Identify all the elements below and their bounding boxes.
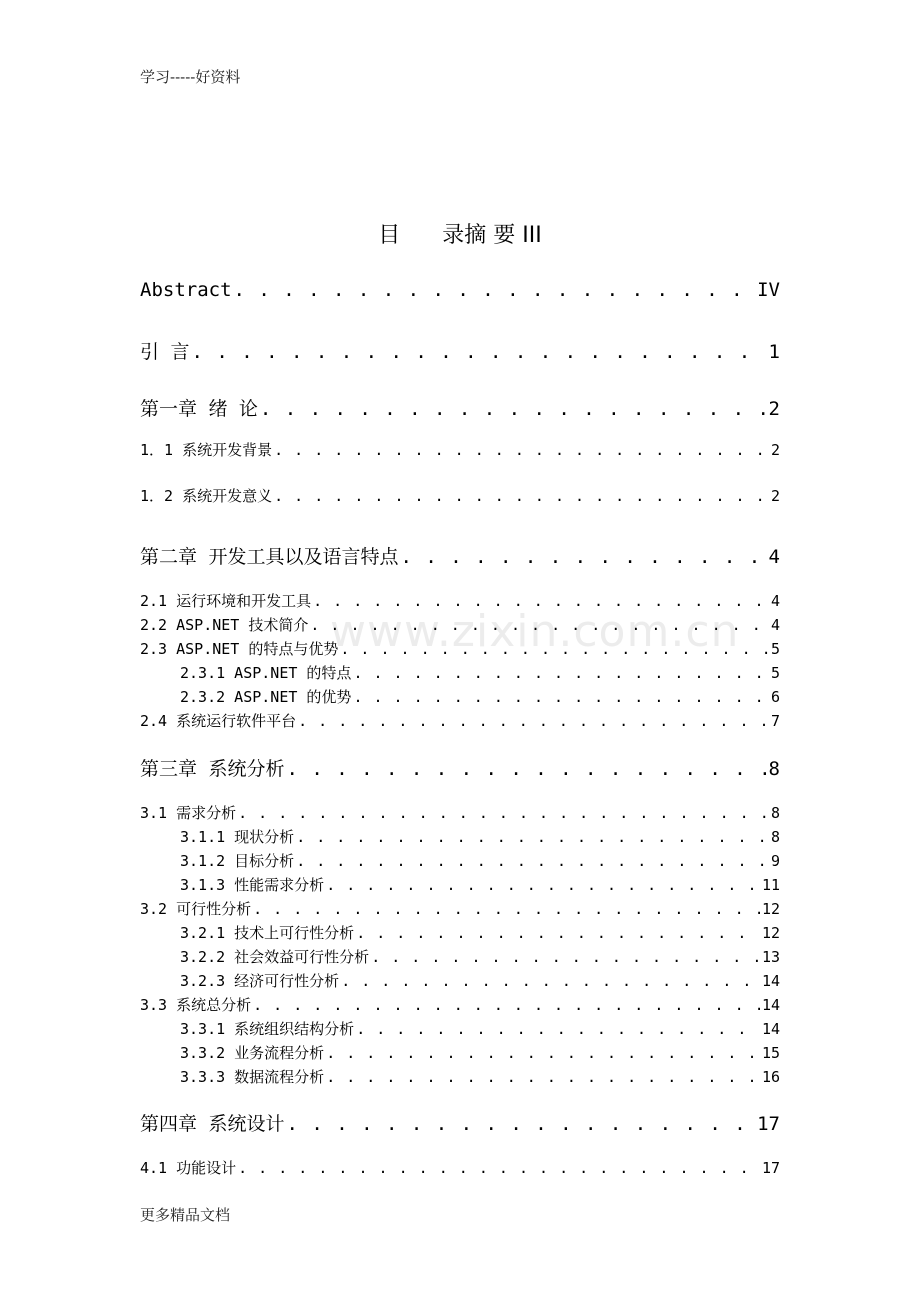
toc-entry[interactable] [180,1066,780,1087]
toc-entry[interactable] [140,590,780,611]
toc-entry[interactable] [140,994,780,1015]
toc-entry-label: 第二章 开发工具以及语言特点 [140,546,399,568]
toc-entry[interactable] [140,485,780,506]
toc-entry-page: 1 [768,341,780,363]
toc-entry-label: Abstract [140,279,232,301]
toc-leader-dots [371,948,760,966]
toc-entry-label: 3.2.2 社会效益可行性分析 [180,948,370,966]
toc-entry[interactable] [180,686,780,707]
toc-entry-page: IV [757,279,780,301]
toc-entry-page: 9 [770,852,780,870]
toc-entry-page: 12 [761,924,780,942]
toc-entry-label: 3.2.1 技术上可行性分析 [180,924,355,942]
toc-leader-dots [260,398,767,420]
toc-entry-page: 14 [761,972,780,990]
toc-entry[interactable] [140,394,780,421]
toc-entry[interactable] [180,970,780,991]
toc-entry-page: 8 [768,758,780,780]
toc-entry[interactable] [180,662,780,683]
toc-leader-dots [310,616,769,634]
toc-entry-page: 15 [761,1044,780,1062]
toc-leader-dots [253,900,760,918]
toc-entry[interactable] [140,638,780,659]
toc-entry[interactable] [140,279,780,301]
toc-entry[interactable] [140,337,780,364]
toc-entry-page: 2 [768,398,780,420]
toc-entry-label: 2.3.2 ASP.NET 的优势 [180,688,352,706]
toc-entry-page: 8 [770,804,780,822]
toc-entry-label: 3.3 系统总分析 [140,996,252,1014]
page-footer: 更多精品文档 [140,1206,231,1224]
toc-entry-page: 7 [770,712,780,730]
toc-entry-label: 引 言 [140,341,190,363]
toc-leader-dots [286,1113,755,1135]
toc-entry[interactable] [180,850,780,871]
toc-entry-page: 13 [761,948,780,966]
toc-entry-label: 3.1.2 目标分析 [180,852,295,870]
toc-leader-dots [286,758,766,780]
toc-entry[interactable] [140,1157,780,1178]
toc-entry[interactable] [180,1018,780,1039]
toc-leader-dots [353,688,769,706]
toc-entry-page: 4 [768,546,780,568]
toc-entry[interactable] [140,439,780,460]
toc-leader-dots [274,487,769,505]
watermark: www.zixin.com.cn [330,606,740,657]
toc-entry[interactable] [140,802,780,823]
toc-entry[interactable] [180,922,780,943]
toc-leader-dots [238,1159,760,1177]
toc-entry-label: 2.4 系统运行软件平台 [140,712,297,730]
toc-entry-label: 1．1 系统开发背景 [140,441,273,459]
toc-leader-dots [356,1020,760,1038]
toc-entry-page: 6 [770,688,780,706]
toc-entry[interactable] [140,542,780,569]
toc-leader-dots [400,546,766,568]
toc-entry-label: 第四章 系统设计 [140,1113,285,1135]
toc-entry[interactable] [180,874,780,895]
toc-entry-page: 4 [770,616,780,634]
toc-leader-dots [298,712,769,730]
toc-entry-label: 2.2 ASP.NET 技术简介 [140,616,309,634]
toc-entry-label: 3.1 需求分析 [140,804,237,822]
toc-leader-dots [296,852,769,870]
toc-leader-dots [274,441,769,459]
toc-leader-dots [234,279,756,301]
toc-entry[interactable] [180,826,780,847]
toc-leader-dots [326,1068,760,1086]
toc-entry[interactable] [140,710,780,731]
page-header: 学习-----好资料 [140,68,241,86]
toc-entry[interactable] [180,946,780,967]
toc-entry-label: 1．2 系统开发意义 [140,487,273,505]
toc-entry-label: 3.1.1 现状分析 [180,828,295,846]
toc-entry-page: 2 [770,441,780,459]
toc-entry-page: 5 [770,640,780,658]
toc-entry[interactable] [180,1042,780,1063]
toc-entry-label: 2.3.1 ASP.NET 的特点 [180,664,352,682]
toc-entry-page: 16 [761,1068,780,1086]
toc-entry-label: 3.3.3 数据流程分析 [180,1068,325,1086]
toc-entry-page: 2 [770,487,780,505]
toc-leader-dots [326,876,760,894]
toc-entry-label: 3.3.1 系统组织结构分析 [180,1020,355,1038]
toc-entry-page: 12 [761,900,780,918]
toc-entry-label: 第三章 系统分析 [140,758,285,780]
toc-entry[interactable] [140,898,780,919]
toc-leader-dots [353,664,769,682]
toc-entry-page: 11 [761,876,780,894]
toc-entry-label: 3.2 可行性分析 [140,900,252,918]
toc-entry-page: 17 [761,1159,780,1177]
toc-entry-page: 17 [757,1113,780,1135]
toc-entry-label: 3.3.2 业务流程分析 [180,1044,325,1062]
toc-entry-label: 2.3 ASP.NET 的特点与优势 [140,640,339,658]
toc-entry-page: 14 [761,1020,780,1038]
toc-entry-page: 4 [770,592,780,610]
toc-entry-label: 3.2.3 经济可行性分析 [180,972,340,990]
toc-entry-label: 3.1.3 性能需求分析 [180,876,325,894]
toc-title: 目 录摘 要 III [378,223,542,248]
toc-leader-dots [191,341,766,363]
toc-leader-dots [340,640,769,658]
toc-leader-dots [296,828,769,846]
toc-entry[interactable] [140,754,780,781]
toc-entry-page: 5 [770,664,780,682]
toc-leader-dots [238,804,769,822]
toc-leader-dots [253,996,760,1014]
toc-entry[interactable] [140,614,780,635]
toc-entry[interactable] [140,1109,780,1136]
toc-entry-label: 第一章 绪 论 [140,398,258,420]
toc-entry-label: 2.1 运行环境和开发工具 [140,592,312,610]
toc-entry-label: 4.1 功能设计 [140,1159,237,1177]
toc-entry-page: 8 [770,828,780,846]
toc-entry-page: 14 [761,996,780,1014]
toc-leader-dots [313,592,769,610]
toc-leader-dots [326,1044,760,1062]
toc-leader-dots [341,972,760,990]
toc-leader-dots [356,924,760,942]
